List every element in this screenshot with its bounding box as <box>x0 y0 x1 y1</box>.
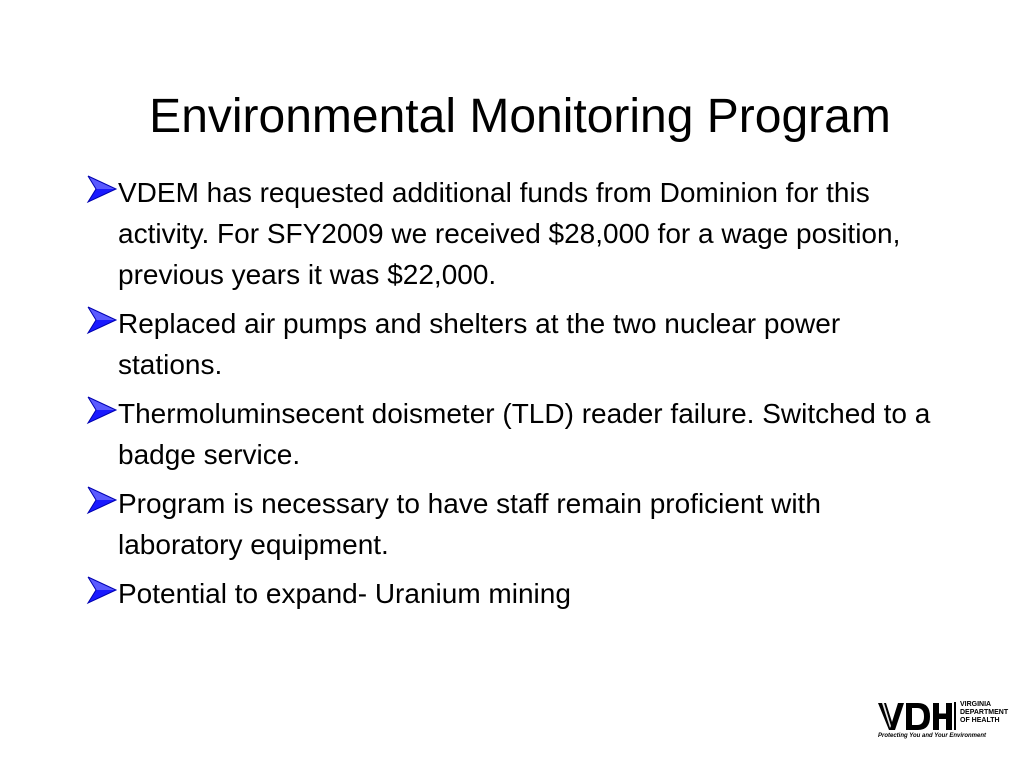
bullet-list <box>82 172 932 622</box>
logo-tagline: Protecting You and Your Environment <box>878 733 987 739</box>
bullet-item <box>82 483 932 565</box>
bullet-item <box>82 573 932 614</box>
arrow-bullet-icon <box>84 393 118 427</box>
vdh-logo <box>872 698 1009 744</box>
bullet-item <box>82 172 932 295</box>
arrow-bullet-icon <box>84 573 118 607</box>
bullet-item <box>82 303 932 385</box>
logo-divider <box>954 702 956 730</box>
bullet-text: Potential to expand- Uranium mining <box>118 578 571 609</box>
arrow-bullet-icon <box>84 303 118 337</box>
bullet-text: Thermoluminsecent doismeter (TLD) reader failure. Switched to a badge service. <box>118 398 931 470</box>
bullet-item <box>82 393 932 475</box>
arrow-bullet-icon <box>84 483 118 517</box>
arrow-bullet-icon <box>84 172 118 206</box>
bullet-text: VDEM has requested additional funds from Dominion for this activity. For SFY2009 we received $28,000 for a wage position, previous years it was $22,000. <box>118 177 901 290</box>
bullet-text: Program is necessary to have staff remain proficient with laboratory equipment. <box>118 488 821 560</box>
vdh-wordmark-logo <box>876 700 954 732</box>
slide-title: Environmental Monitoring Program <box>149 90 891 143</box>
bullet-text: Replaced air pumps and shelters at the two nuclear power stations. <box>118 308 841 380</box>
logo-agency-name: VIRGINIA DEPARTMENT OF HEALTH <box>960 701 1009 724</box>
